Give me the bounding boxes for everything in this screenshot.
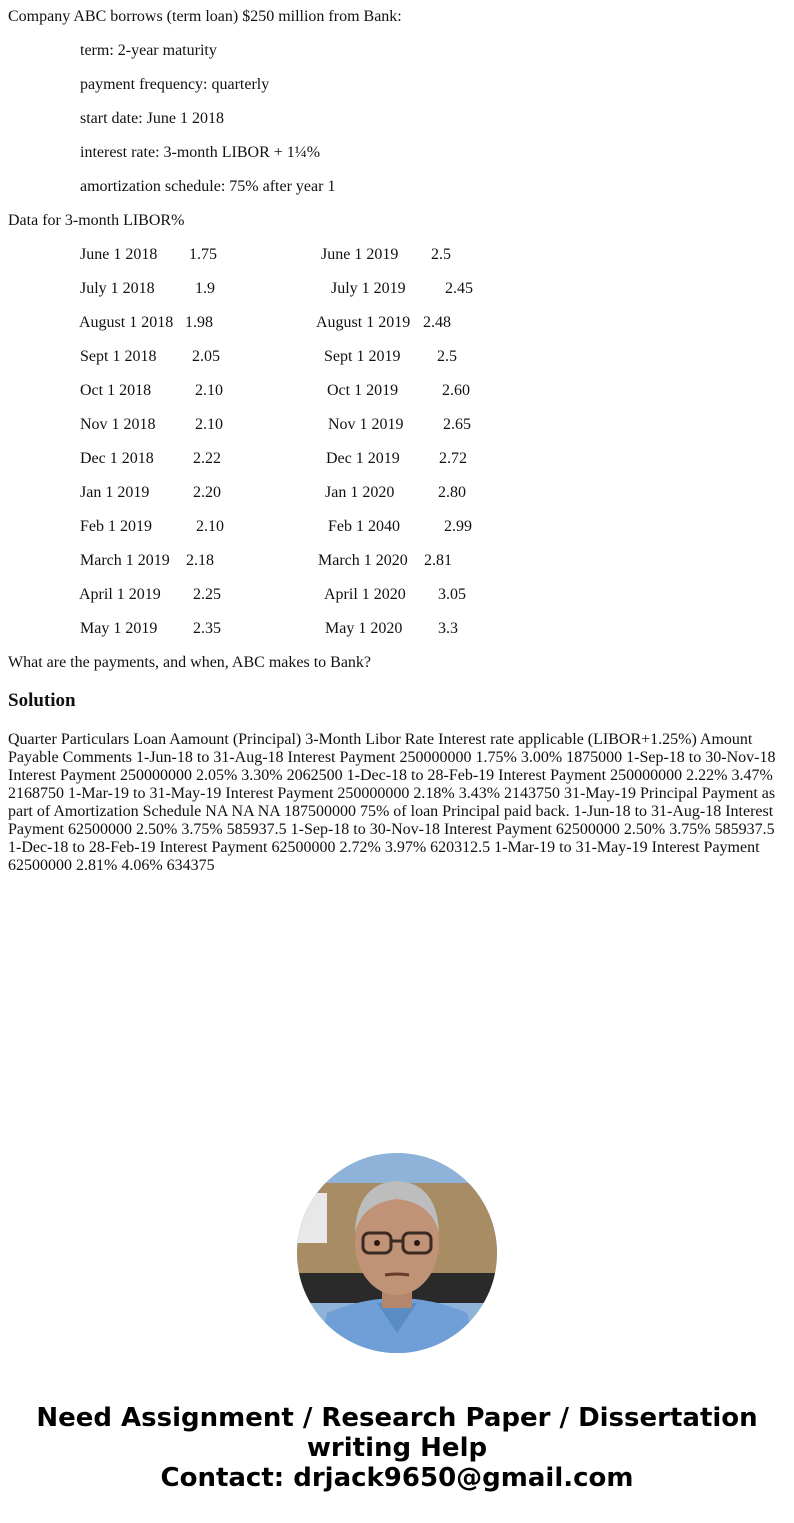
libor-left-date: Dec 1 2018: [80, 450, 154, 467]
libor-right-rate: 2.45: [445, 280, 473, 297]
libor-left-date: Jan 1 2019: [80, 484, 150, 501]
libor-right-rate: 2.65: [443, 416, 471, 433]
payment-frequency-line: payment frequency: quarterly: [80, 76, 270, 93]
libor-right-date: Oct 1 2019: [327, 382, 399, 399]
libor-row: [0, 348, 794, 366]
libor-right-date: Jan 1 2020: [325, 484, 395, 501]
libor-left-date: March 1 2019: [80, 552, 170, 569]
libor-right-date: April 1 2020: [324, 586, 406, 603]
libor-row: [0, 450, 794, 468]
libor-right-rate: 2.48: [423, 314, 451, 331]
amortization-line: amortization schedule: 75% after year 1: [80, 178, 336, 195]
libor-left-date: Sept 1 2018: [80, 348, 157, 365]
libor-left-rate: 2.05: [192, 348, 220, 365]
libor-right-rate: 2.99: [444, 518, 472, 535]
libor-right-date: Nov 1 2019: [328, 416, 404, 433]
libor-right-rate: 2.72: [439, 450, 467, 467]
libor-row: [0, 382, 794, 400]
libor-row: [0, 586, 794, 604]
libor-right-rate: 3.05: [438, 586, 466, 603]
libor-left-rate: 2.18: [186, 552, 214, 569]
libor-left-rate: 2.35: [193, 620, 221, 637]
libor-right-date: Sept 1 2019: [324, 348, 401, 365]
libor-row: [0, 416, 794, 434]
interest-rate-line: interest rate: 3-month LIBOR + 1¼%: [80, 144, 321, 161]
libor-right-date: March 1 2020: [318, 552, 408, 569]
libor-row: [0, 280, 794, 298]
libor-left-date: June 1 2018: [80, 246, 158, 263]
libor-right-rate: 3.3: [438, 620, 458, 637]
promo-line-2: writing Help: [306, 1433, 488, 1463]
libor-left-date: May 1 2019: [80, 620, 158, 637]
libor-right-date: August 1 2019: [316, 314, 411, 331]
libor-row: [0, 314, 794, 332]
problem-intro: Company ABC borrows (term loan) $250 million from Bank:: [8, 8, 402, 25]
libor-left-rate: 2.10: [195, 416, 223, 433]
libor-left-date: July 1 2018: [80, 280, 155, 297]
term-line: term: 2-year maturity: [80, 42, 217, 59]
libor-left-date: Nov 1 2018: [80, 416, 156, 433]
libor-left-rate: 2.22: [193, 450, 221, 467]
libor-left-rate: 2.25: [193, 586, 221, 603]
libor-row: [0, 246, 794, 264]
libor-left-rate: 2.20: [193, 484, 221, 501]
libor-left-date: Feb 1 2019: [80, 518, 152, 535]
libor-left-date: Oct 1 2018: [80, 382, 152, 399]
libor-right-rate: 2.5: [431, 246, 451, 263]
libor-heading: Data for 3-month LIBOR%: [8, 212, 185, 229]
libor-row: [0, 620, 794, 638]
libor-right-date: Feb 1 2040: [328, 518, 400, 535]
libor-row: [0, 518, 794, 536]
libor-left-rate: 1.98: [185, 314, 213, 331]
libor-left-rate: 2.10: [196, 518, 224, 535]
libor-right-rate: 2.60: [442, 382, 470, 399]
libor-right-date: July 1 2019: [331, 280, 406, 297]
promo-line-1: Need Assignment / Research Paper / Dissertation: [36, 1403, 758, 1433]
promo-contact: Contact: drjack9650@gmail.com: [160, 1463, 634, 1493]
solution-body: Quarter Particulars Loan Aamount (Principal) 3-Month Libor Rate Interest rate applicable (LIBOR+1.25%) Amount Payable Comments 1-Jun-18 to 31-Aug-18 Interest Payment 250000000 1.75% 3.00% 1875000 1-Sep-18 to 30-Nov-18 Interest Payment 250000000 2.05% 3.30% 2062500 1-Dec-18 to 28-Feb-19 Interest Payment 250000000 2.22% 3.47% 2168750 1-Mar-19 to 31-May-19 Interest Payment 250000000 2.18% 3.43% 2143750 31-May-19 Principal Payment as part of Amortization Schedule NA NA NA 187500000 75% of loan Principal paid back. 1-Jun-18 to 31-Aug-18 Interest Payment 62500000 2.50% 3.75% 585937.5 1-Sep-18 to 30-Nov-18 Interest Payment 62500000 2.50% 3.75% 585937.5 1-Dec-18 to 28-Feb-19 Interest Payment 62500000 2.72% 3.97% 620312.5 1-Mar-19 to 31-May-19 Interest Payment 62500000 2.81% 4.06% 634375: [8, 731, 776, 874]
libor-right-date: May 1 2020: [325, 620, 403, 637]
libor-row: [0, 484, 794, 502]
libor-left-rate: 1.9: [195, 280, 215, 297]
solution-heading: Solution: [8, 690, 76, 711]
libor-right-rate: 2.5: [437, 348, 457, 365]
question-text: What are the payments, and when, ABC makes to Bank?: [8, 654, 372, 671]
libor-row: [0, 552, 794, 570]
libor-right-rate: 2.80: [438, 484, 466, 501]
libor-left-date: August 1 2018: [79, 314, 174, 331]
author-avatar: [297, 1153, 497, 1353]
libor-left-rate: 2.10: [195, 382, 223, 399]
promo-banner: [0, 1403, 794, 1493]
start-date-line: start date: June 1 2018: [80, 110, 224, 127]
libor-right-date: June 1 2019: [321, 246, 399, 263]
libor-right-date: Dec 1 2019: [326, 450, 400, 467]
libor-left-date: April 1 2019: [79, 586, 161, 603]
libor-left-rate: 1.75: [189, 246, 217, 263]
libor-right-rate: 2.81: [424, 552, 452, 569]
portrait-icon: [297, 1153, 497, 1353]
